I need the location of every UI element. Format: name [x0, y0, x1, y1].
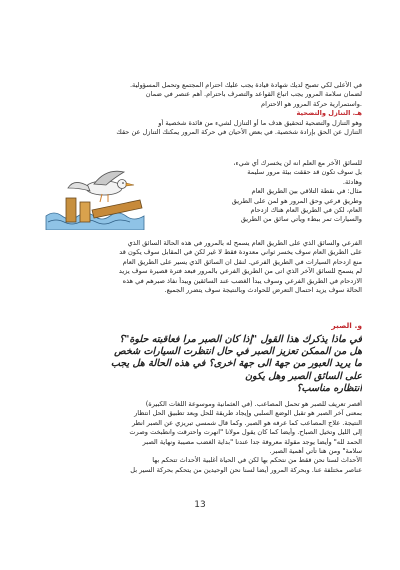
section-heading-sacrifice: هـ. التنازل والتضحية: [296, 109, 362, 118]
text-line: بمعنى آخر الصبر هو تقبل الوضع السلبي وإيجاد طريقة للحل وبعد تطبيق الحل انتظار: [134, 409, 362, 418]
text-line: .واستمرارية حركة المرور هو الاحترام: [261, 99, 362, 108]
text-line: النتيجة. علاج المصاعب كما عرفه هو الصبر. وكما قال شمسي تبريزي عن الصبر انظر: [131, 418, 362, 427]
patience-paragraph: [40, 400, 362, 475]
text-line: الحمد لله" وأيضا يوجد مقولة معروفة جدا عندنا "بداية الغضب مصيبة ونهاية الصبر: [142, 437, 362, 446]
text-line: أقصر تعريف للصبر هو تحمل المصاعب. (في العثمانية وموسوعة اللغات الكبيرة): [145, 400, 362, 408]
text-line: للسائق الآخر مع العلم انه لن يخسرك أي شيء،: [233, 159, 362, 167]
text-line: الأحداث لسنا نحن فقط من نتحكم بها لكن في الحياة أغلبية الأحداث تتحكم بها: [152, 456, 362, 465]
quote-line: في ماذا يذكرك هذا القول "إذا كان الصبر مرا فعاقبته حلوة"؟: [119, 334, 362, 345]
quote-line: انتظاره مناسب؟: [296, 382, 362, 394]
quote-line: على السائق الصبر وهل يكون: [244, 370, 362, 382]
text-line: العام، لكن في الطريق العام هناك ازدحام: [250, 206, 362, 215]
text-line: سلامة" ومن هنا تأتي أهمية الصبر.: [269, 447, 362, 456]
quote-line: هل من الممكن تعزيز الصبر في حال انتظرت السيارات شخص: [114, 346, 362, 358]
text-line: وهو التنازل والتضحية لتحقيق هدف ما أو التنازل لشيء من فائدة شخصية أو: [158, 118, 362, 127]
text-line: في الأعلى لكي تصبح لديك شهادة قيادة يجب عليك احترام المجتمع وتحمل المسؤولية.: [129, 81, 362, 89]
text-line: على الطريق العام سوف يخسر ثواني معدودة فقط لا غير لكن في المقابل سوف يكون قد: [119, 248, 362, 257]
text-line: الحالة سوف يزيد احتمال التعرض للحوادث وبالنتيجة سوف يتضرر الجميع.: [164, 286, 362, 295]
section-heading-patience: و. الصبر: [331, 321, 362, 330]
text-line: لضمان سلامة المرور يجب اتباع القواعد والتصرف باحترام. أهم عنصر في ضمان: [145, 90, 362, 99]
text-line: لم يسمح للسائق الآخر الذي اتى من الطريق الفرعي بالمرور فبعد فترة قصيرة سوف يزيد: [118, 267, 362, 276]
text-line: عناصر مختلفة عنا. وبحركة المرور أيضا لسنا نحن الوحيدين من يتحكم بحركة السير بل: [130, 465, 362, 474]
text-line: والسيارات تمر ببطء ويأتي سائق من الطريق: [240, 215, 362, 224]
text-line: الفرعي والسائق الذي على الطريق العام يسمح له بالمرور في هذه الحالة السائق الذي: [127, 239, 362, 247]
text-line: بل سوف تكون قد حققت بيئة مرور سليمة: [247, 168, 362, 177]
text-line: إلى الليل وتخيل الصباح. وأيضا كما كان يقول مولانا "انهرت واحترقت وانطبخت وصرت: [129, 428, 362, 437]
text-line: وهادئة.: [342, 177, 362, 186]
text-line: التنازل عن الحق بإرادة شخصية. في بعض الأحيان في حركة المرور يمكنك التنازل عن حقك: [116, 128, 362, 137]
text-line: الازدحام في الطريق الفرعي وسوف يبدأ الغضب عند السائقين ويبدأ نفاذ صبرهم في هذه: [122, 276, 362, 285]
example-continuation-paragraph: [40, 239, 362, 295]
patience-question-block: [46, 334, 362, 395]
text-line: وطريق فرعي وحق المرور هو لمن على الطريق: [231, 196, 362, 205]
text-line: منع ازدحام السيارات في الطريق الفرعي. لنقل ان السائق الذي يسير على الطريق العام: [122, 257, 362, 266]
page-number: 13: [194, 500, 206, 510]
intro-paragraph: [40, 81, 362, 137]
seagull-illustration: [44, 158, 146, 230]
example-paragraph: [150, 159, 362, 225]
text-line: مثال: في نقطة التلاقي بين الطريق العام: [251, 187, 362, 196]
quote-line: ما يريد العبور من جهة الى جهة اخرى؟ في هذه الحالة هل يجب: [110, 358, 362, 370]
